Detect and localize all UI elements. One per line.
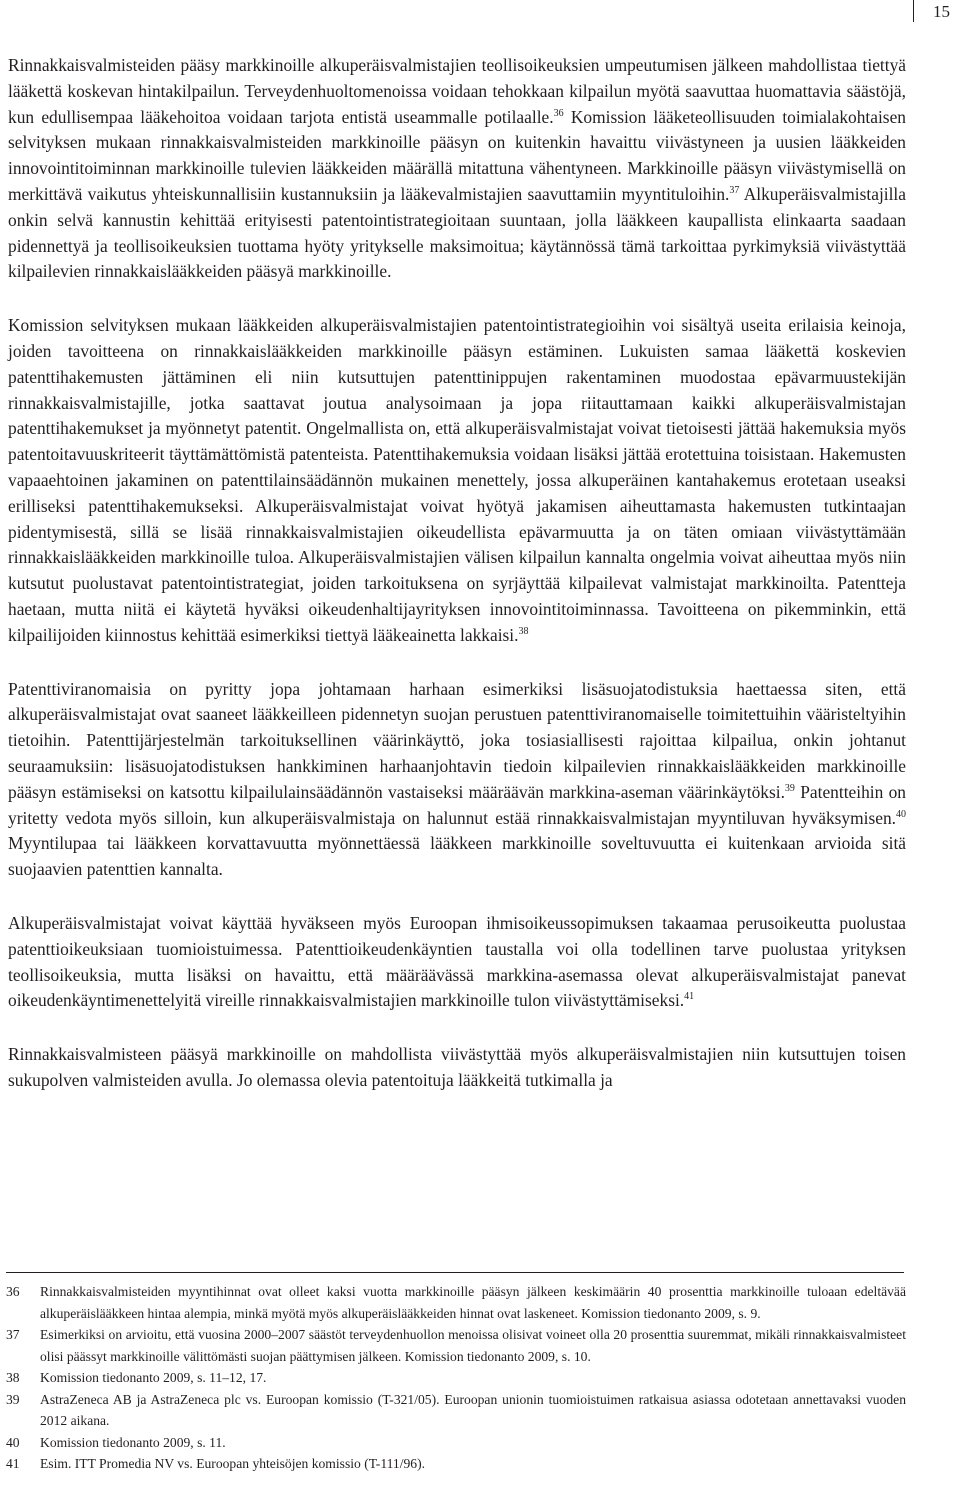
footnote-reference: 37 [729,184,740,196]
footnote-reference: 41 [684,991,695,1003]
paragraph-text: Komission lääketeollisuuden toimialakohtaisen selvityksen mukaan rinnakkaisvalmisteiden markkinoille pääsyn on kuitenkin havaittu viivästyneen ja uusien lääkkeiden innovointitoiminnan markkinoille tulevien lääkkeiden määrällä mitattuna vähentyneen. Markkinoille pääsyn viivästymisellä on merkittävä vaikutus yhteiskunnallisiin kustannuksiin ja lääkevalmistajien saavuttamiin myyntituloihin. [8,106,906,204]
paragraph-text: Komission selvityksen mukaan lääkkeiden alkuperäisvalmistajien patentointistrategioihin voi sisältyä useita erilaisia keinoja, joiden tavoitteena on rinnakkaislääkkeiden markkinoille pääsyn estäminen. Lukuisten samaa lääkettä koskevien patenttihakemusten jättäminen eli niin kutsuttujen patenttinippujen rakentaminen muodostaa epävarmuustekijän rinnakkaisvalmistajille, jotka saattavat joutua analysoimaan ja jopa riitauttamaan kaikki alkuperäisvalmistajan patenttihakemukset ja myönnetyt patentit. Ongelmallista on, että alkuperäisvalmistajat voivat tietoisesti jättää hakemuksia myös patentoitavuuskriteerit täyttämättömistä patenteista. Patenttihakemuksia voidaan lisäksi jättää erotettuina toisistaan. Hakemusten vapaaehtoinen jakaminen on patenttilainsäädännön mukainen menettely, jossa alkuperäinen kantahakemus erotetaan useaksi erilliseksi patenttihakemukseksi. Alkuperäisvalmistajat voivat hyötyä jakamisen aiheuttamasta hakemusten tutkintaajan pidentymisestä, sillä se lisää rinnakkaisvalmistajien oikeudellista epävarmuutta ja on täten omiaan viivästyttämään rinnakkaislääkkeiden markkinoille tuloa. Alkuperäisvalmistajien välisen kilpailun kannalta ongelmia voivat aiheuttaa myös niin kutsutut puolustavat patentointistrategiat, joiden tarkoituksena on syrjäyttää kilpailevat valmistajat markkinoilta. Patentteja haetaan, mutta niitä ei käytetä hyväksi oikeudenhaltijayrityksen innovointitoiminnassa. Tavoitteena on pikemminkin, että kilpailijoiden kiinnostus kehittää esimerkiksi tiettyä lääkeainetta lakkaisi. [8,315,906,645]
paragraph-text: Rinnakkaisvalmisteiden pääsy markkinoille alkuperäisvalmistajien teollisoikeuksien umpeutumisen jälkeen mahdollistaa tiettyä lääkettä koskevan hintakilpailun. Terveydenhuoltomenoissa voidaan tehokkaan kilpailun myötä saavuttaa huomattavia säästöjä, kun edullisempaa lääkehoitoa voidaan tarjota entistä useammalle potilaalle. [8,55,906,127]
footnote-number: 40 [6,1434,20,1450]
body-text [8,53,906,1094]
footnote [6,1324,906,1367]
footnote-text: Komission tiedonanto 2009, s. 11–12, 17. [40,1370,267,1385]
footnote-number: 39 [6,1391,20,1407]
paragraph-text: Patenttiviranomaisia on pyritty jopa johtamaan harhaan esimerkiksi lisäsuojatodistuksia haettaessa siten, että alkuperäisvalmistajat ovat saaneet lääkkeilleen pidennetyn suojan perustuen patenttiviranomaiselle toimitettuihin vääristeltyihin tietoihin. Patenttijärjestelmän tarkoituksellinen väärinkäyttö, joka tosiasiallisesti rajoittaa kilpailua, onkin johtanut seuraamuksiin: lisäsuojatodistuksen hankkiminen harhaanjohtavin tiedoin kilpailevien rinnakkaislääkkeiden markkinoille pääsyn estämiseksi on katsottu kilpailulainsäädännön vastaiseksi määräävän markkina-aseman väärinkäytöksi. [8,678,906,802]
paragraph-text: Alkuperäisvalmistajat voivat käyttää hyväkseen myös Euroopan ihmisoikeussopimuksen takaamaa perusoikeutta puolustaa patenttioikeuksiaan tuomioistuimessa. Patenttioikeudenkäyntien taustalla voi olla todellinen tarve puolustaa yrityksen teollisoikeuksia, mutta lisäksi on havaittu, että määräävässä markkina-asemassa olevat alkuperäisvalmistajat panevat oikeudenkäyntimenettelyitä vireille rinnakkaisvalmistajien markkinoille tulon viivästyttämiseksi. [8,912,906,1011]
paragraph-text: Myyntilupaa tai lääkkeen korvattavuutta myönnettäessä lääkkeen markkinoille soveltuvuutta ei kuitenkaan arvioida sitä suojaavien patenttien kannalta. [8,833,906,880]
footnote [6,1367,906,1389]
footnote-reference: 36 [553,107,564,119]
footnote-divider [6,1272,904,1273]
footnote-text: Esim. ITT Promedia NV vs. Euroopan yhteisöjen komissio (T-111/96). [40,1456,425,1471]
paragraph-text: Patentteihin on yritetty vedota myös silloin, kun alkuperäisvalmistaja on halunnut estää rinnakkaisvalmistajan myyntiluvan hyväksymisen. [8,781,906,828]
footnote-number: 37 [6,1327,20,1342]
footnote [6,1281,906,1324]
footnote-reference: 40 [896,808,906,820]
paragraph-text: Rinnakkaisvalmisteen pääsyä markkinoille on mahdollista viivästyttää myös alkuperäisvalmistajien niin kutsuttujen toisen sukupolven valmisteiden avulla. Jo olemassa olevia patentoituja lääkkeitä tutkimalla ja [8,1044,906,1090]
footnotes [6,1281,906,1475]
footnote-text: Rinnakkaisvalmisteiden myyntihinnat ovat olleet kaksi vuotta markkinoille pääsyn jälkeen keskimäärin 40 prosenttia markkinoille tuloaan edeltävää alkuperäislääkkeen hintaa alempia, minkä myötä myös alkuperäislääkkeiden hinnat ovat laskeneet. Komission tiedonanto 2009, s. 9. [40,1284,906,1321]
footnote-text: AstraZeneca AB ja AstraZeneca plc vs. Euroopan komissio (T-321/05). Euroopan unionin tuomioistuimen ratkaisua asiassa odotetaan annettavaksi vuoden 2012 aikana. [40,1391,906,1428]
paragraph-text: Alkuperäisvalmistajilla onkin selvä kannustin kehittää erityisesti patentointistrategioitaan suuntaan, jolla lääkkeen kaupallista elinkaarta saadaan pidennettyä ja teollisoikeuksien tuottama hyöty yritykselle maksimoitua; käytännössä tämä tarkoittaa pyrkimyksiä viivästyttää kilpailevien rinnakkaislääkkeiden pääsyä markkinoille. [8,183,906,282]
footnote-number: 38 [6,1370,20,1385]
footnote-reference: 39 [784,782,795,794]
paragraph [8,911,906,1014]
footnote-number: 36 [6,1284,20,1299]
footnote [6,1453,906,1475]
paragraph [8,53,906,285]
page-number: 15 [933,2,950,21]
paragraph [8,1042,906,1094]
footnote [6,1432,906,1454]
footnote-number: 41 [6,1456,20,1471]
footnote-text: Komission tiedonanto 2009, s. 11. [40,1434,226,1450]
footnote [6,1389,906,1432]
paragraph [8,313,906,648]
paragraph [8,677,906,883]
page-number-rule [913,0,914,22]
footnote-reference: 38 [518,625,529,637]
footnote-text: Esimerkiksi on arvioitu, että vuosina 2000–2007 säästöt terveydenhuollon menoissa olisivat voineet olla 20 prosenttia suuremmat, mikäli rinnakkaisvalmisteet olisi päässyt markkinoille välittömästi suojan päättymisen jälkeen. Komission tiedonanto 2009, s. 10. [40,1327,906,1364]
